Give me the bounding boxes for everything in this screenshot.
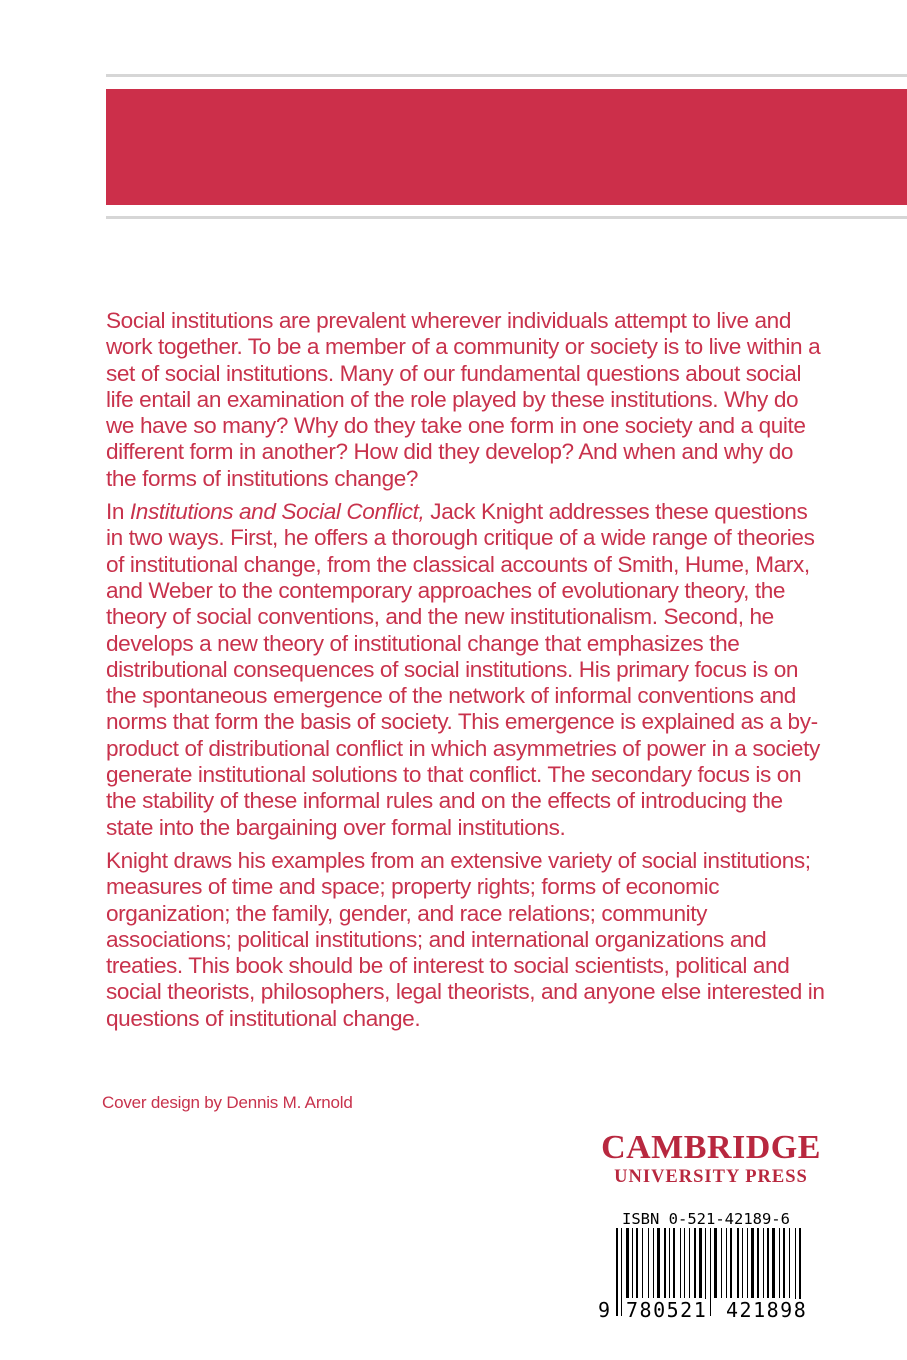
barcode-bar — [664, 1228, 666, 1298]
top-rule — [106, 74, 907, 77]
barcode-bar — [779, 1228, 780, 1298]
publisher-name: CAMBRIDGE — [601, 1129, 821, 1166]
barcode-bar — [757, 1228, 759, 1298]
barcode-bar — [673, 1228, 675, 1298]
bottom-rule — [106, 216, 907, 219]
barcode-left-group: 780521 — [626, 1298, 708, 1322]
barcode-bar — [657, 1228, 660, 1298]
blurb-paragraph-1: Social institutions are prevalent wherever individuals attempt to live and work together. To be a member of a community or society is to live within a set of social institutions. Many of our fundamental questions about social life entail an examination of the role played by these institutions. Why do we have so many? Why do they take one form in one society and a quite different form in another? How did they develop? And when and why do the forms of institutions change? — [106, 308, 821, 491]
barcode-bar — [730, 1228, 732, 1298]
barcode-bar — [783, 1228, 785, 1298]
cover-credit: Cover design by Dennis M. Arnold — [102, 1093, 353, 1112]
barcode-right-group: 421898 — [726, 1298, 808, 1322]
barcode-bar — [714, 1228, 717, 1298]
isbn-label: ISBN 0-521-42189-6 — [622, 1210, 790, 1228]
barcode-bar — [653, 1228, 654, 1298]
barcode-bar — [710, 1228, 711, 1316]
blurb-paragraph-3: Knight draws his examples from an extensive variety of social institutions; measures of time and space; property rights; forms of economic organization; the family, gender, and race relations; community associations; political institutions; and international organizations and treaties. This book should be of interest to social scientists, political and social theorists, philosophers, legal theorists, and anyone else interested in questions of institutional change. — [106, 847, 825, 1031]
blurb-paragraph-2 — [106, 499, 826, 841]
barcode-bar — [642, 1228, 643, 1298]
barcode-bar — [684, 1228, 685, 1298]
barcode-bar — [763, 1228, 764, 1298]
blurb-text — [106, 308, 826, 1039]
barcode-bar — [621, 1228, 622, 1316]
publisher-subtitle: UNIVERSITY PRESS — [614, 1167, 808, 1187]
barcode-bar — [699, 1228, 702, 1298]
barcode-bar — [772, 1228, 775, 1298]
publisher-logo — [594, 1130, 828, 1188]
barcode-bar — [721, 1228, 722, 1298]
barcode-bar — [737, 1228, 739, 1298]
barcode-bar — [689, 1228, 690, 1298]
barcode-first-digit: 9 — [598, 1298, 611, 1322]
barcode-bar — [694, 1228, 696, 1298]
barcode-bar — [616, 1228, 618, 1316]
barcode-bar — [632, 1228, 633, 1298]
barcode-bar — [669, 1228, 670, 1298]
barcode-bar — [636, 1228, 638, 1298]
barcode-bar — [626, 1228, 629, 1298]
barcode-bar — [680, 1228, 681, 1298]
barcode — [598, 1228, 830, 1328]
blurb-p2-rest: Jack Knight addresses these questions in two ways. First, he offers a thorough critique of a wide range of theories of institutional change, from the classical accounts of Smith, Hume, Marx, and Weber to the contemporary approaches of evolutionary theory, the theory of social conventions, and the new institutionalism. Second, he develops a new theory of institutional change that emphasizes the distributional consequences of social institutions. His primary focus is on the spontaneous emergence of the network of informal conventions and norms that form the basis of society. This emergence is explained as a by-product of distributional conflict in which asymmetries of power in a society generate institutional solutions to that conflict. The secondary focus is on the stability of these informal rules and on the effects of introducing the state into the bargaining over formal institutions. — [106, 499, 820, 840]
barcode-bar — [767, 1228, 769, 1298]
barcode-bar — [751, 1228, 754, 1298]
barcode-bar — [747, 1228, 748, 1298]
barcode-bar — [789, 1228, 790, 1298]
barcode-bar — [742, 1228, 743, 1298]
barcode-bar — [726, 1228, 727, 1298]
book-title: Institutions and Social Conflict, — [129, 499, 425, 525]
red-banner — [106, 89, 907, 205]
barcode-bar — [648, 1228, 649, 1298]
blurb-p2-prefix: In — [106, 499, 130, 525]
